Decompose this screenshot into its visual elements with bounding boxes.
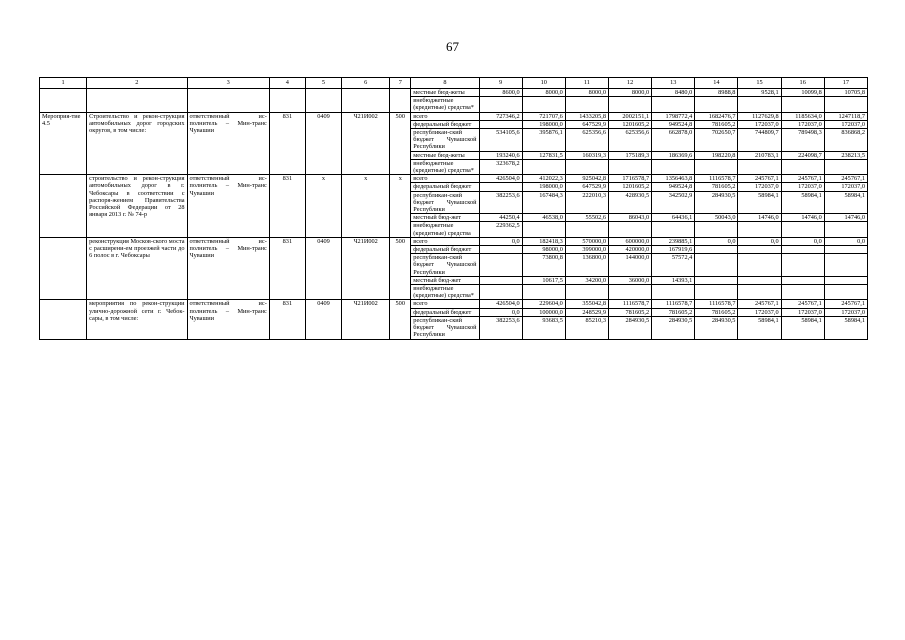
code-section: x <box>305 175 341 238</box>
amount-cell: 14746,0 <box>824 214 867 222</box>
code-target-article: x <box>342 175 390 238</box>
amount-cell: 136800,0 <box>565 254 608 277</box>
responsible-executor: ответственный ис-полнитель – Мин-транс Чувашии <box>187 112 269 175</box>
amount-cell: 172037,0 <box>824 308 867 316</box>
amount-cell <box>609 285 652 300</box>
code-grbs: 831 <box>269 175 305 238</box>
header-cell: 6 <box>342 78 390 89</box>
table-row <box>40 237 868 245</box>
amount-cell <box>609 97 652 112</box>
code-expense-type: 500 <box>390 237 411 300</box>
amount-cell <box>565 97 608 112</box>
amount-cell: 420000,0 <box>609 246 652 254</box>
amount-cell: 222010,3 <box>565 191 608 214</box>
amount-cell: 182418,3 <box>522 237 565 245</box>
amount-cell: 229362,5 <box>479 222 522 237</box>
amount-cell: 172037,0 <box>738 183 781 191</box>
amount-cell <box>565 285 608 300</box>
funding-source: внебюджетные (кредитные) средства* <box>411 97 479 112</box>
amount-cell <box>479 254 522 277</box>
amount-cell: 167484,3 <box>522 191 565 214</box>
amount-cell: 8000,0 <box>609 89 652 97</box>
amount-cell: 781605,2 <box>652 308 695 316</box>
code-target-article: Ч21И002 <box>342 237 390 300</box>
amount-cell <box>695 159 738 174</box>
amount-cell: 1185634,0 <box>781 112 824 120</box>
page-number: 67 <box>446 39 459 54</box>
funding-source: всего <box>411 237 479 245</box>
amount-cell: 245767,1 <box>824 175 867 183</box>
amount-cell <box>738 159 781 174</box>
amount-cell: 58984,1 <box>738 191 781 214</box>
amount-cell <box>824 285 867 300</box>
funding-source: республикан-ский бюджет Чувашской Республики <box>411 191 479 214</box>
amount-cell: 167919,6 <box>652 246 695 254</box>
amount-cell: 50043,0 <box>695 214 738 222</box>
amount-cell <box>479 120 522 128</box>
empty-cell <box>187 89 269 113</box>
table-row <box>40 175 868 183</box>
table-row <box>40 300 868 308</box>
amount-cell: 702650,7 <box>695 129 738 152</box>
amount-cell: 8000,0 <box>565 89 608 97</box>
amount-cell: 949524,8 <box>652 183 695 191</box>
code-section: 0409 <box>305 300 341 339</box>
amount-cell: 229604,0 <box>522 300 565 308</box>
amount-cell <box>695 97 738 112</box>
amount-cell: 1356463,8 <box>652 175 695 183</box>
amount-cell: 239885,1 <box>652 237 695 245</box>
amount-cell: 14393,1 <box>652 276 695 284</box>
amount-cell: 789498,3 <box>781 129 824 152</box>
amount-cell: 0,0 <box>479 237 522 245</box>
amount-cell <box>522 285 565 300</box>
amount-cell: 781605,2 <box>695 308 738 316</box>
amount-cell <box>824 97 867 112</box>
header-row <box>40 78 868 89</box>
code-section: 0409 <box>305 237 341 300</box>
amount-cell: 647529,9 <box>565 120 608 128</box>
amount-cell <box>738 222 781 237</box>
amount-cell: 284930,5 <box>695 191 738 214</box>
amount-cell <box>824 276 867 284</box>
amount-cell: 58984,1 <box>738 316 781 339</box>
header-cell: 4 <box>269 78 305 89</box>
code-expense-type: 500 <box>390 112 411 175</box>
amount-cell: 1682476,7 <box>695 112 738 120</box>
amount-cell: 210783,1 <box>738 151 781 159</box>
amount-cell: 73800,8 <box>522 254 565 277</box>
amount-cell: 34200,0 <box>565 276 608 284</box>
header-cell: 11 <box>565 78 608 89</box>
amount-cell <box>695 222 738 237</box>
amount-cell: 93683,5 <box>522 316 565 339</box>
amount-cell <box>781 254 824 277</box>
amount-cell: 342502,9 <box>652 191 695 214</box>
amount-cell: 8600,0 <box>479 89 522 97</box>
header-cell: 1 <box>40 78 87 89</box>
amount-cell: 172037,0 <box>824 120 867 128</box>
amount-cell: 1116578,7 <box>695 175 738 183</box>
amount-cell <box>738 97 781 112</box>
amount-cell <box>738 285 781 300</box>
amount-cell <box>781 246 824 254</box>
amount-cell <box>738 254 781 277</box>
funding-source: внебюджетные (кредитные) средства* <box>411 159 479 174</box>
amount-cell: 172037,0 <box>781 183 824 191</box>
amount-cell: 0,0 <box>738 237 781 245</box>
amount-cell <box>781 285 824 300</box>
funding-source: республикан-ский бюджет Чувашской Республики <box>411 129 479 152</box>
amount-cell: 925042,8 <box>565 175 608 183</box>
amount-cell <box>695 285 738 300</box>
amount-cell: 127831,5 <box>522 151 565 159</box>
budget-table <box>39 77 868 340</box>
amount-cell: 46538,0 <box>522 214 565 222</box>
amount-cell: 238213,5 <box>824 151 867 159</box>
amount-cell <box>652 285 695 300</box>
amount-cell: 1716578,7 <box>609 175 652 183</box>
code-target-article: Ч21И002 <box>342 112 390 175</box>
amount-cell: 662878,0 <box>652 129 695 152</box>
amount-cell <box>695 246 738 254</box>
amount-cell: 8000,0 <box>522 89 565 97</box>
funding-source: местный бюд-жет <box>411 214 479 222</box>
amount-cell: 284930,5 <box>609 316 652 339</box>
funding-source: местные бюд-жеты <box>411 89 479 97</box>
funding-source: федеральный бюджет <box>411 308 479 316</box>
amount-cell: 248529,9 <box>565 308 608 316</box>
amount-cell: 1433205,8 <box>565 112 608 120</box>
amount-cell: 1116578,7 <box>609 300 652 308</box>
amount-cell <box>695 276 738 284</box>
amount-cell: 625356,6 <box>565 129 608 152</box>
amount-cell: 10099,8 <box>781 89 824 97</box>
measure-description: реконструкция Москов-ского моста с расширени-ем проезжей части до 6 полос в г. Чебоксары <box>87 237 187 300</box>
amount-cell: 625356,6 <box>609 129 652 152</box>
amount-cell <box>609 222 652 237</box>
header-cell: 7 <box>390 78 411 89</box>
amount-cell <box>824 159 867 174</box>
amount-cell <box>479 276 522 284</box>
amount-cell: 144000,0 <box>609 254 652 277</box>
header-cell: 2 <box>87 78 187 89</box>
table-row <box>40 89 868 97</box>
amount-cell: 0,0 <box>695 237 738 245</box>
amount-cell: 98000,0 <box>522 246 565 254</box>
amount-cell: 426504,0 <box>479 300 522 308</box>
funding-source: республикан-ский бюджет Чувашской Республики <box>411 316 479 339</box>
amount-cell: 57572,4 <box>652 254 695 277</box>
amount-cell: 8480,0 <box>652 89 695 97</box>
amount-cell <box>781 276 824 284</box>
amount-cell: 198000,0 <box>522 183 565 191</box>
amount-cell: 382253,6 <box>479 191 522 214</box>
empty-cell <box>40 89 87 113</box>
code-grbs: 831 <box>269 237 305 300</box>
amount-cell: 727346,2 <box>479 112 522 120</box>
header-cell: 15 <box>738 78 781 89</box>
funding-source: внебюджетные (кредитные) средства <box>411 222 479 237</box>
amount-cell: 1116578,7 <box>695 300 738 308</box>
header-cell: 14 <box>695 78 738 89</box>
amount-cell: 426504,0 <box>479 175 522 183</box>
amount-cell: 1798772,4 <box>652 112 695 120</box>
amount-cell: 412022,3 <box>522 175 565 183</box>
amount-cell <box>824 254 867 277</box>
measure-description: мероприятия по рекон-струкции улично-дорожной сети г. Чебок-сары, в том числе: <box>87 300 187 339</box>
amount-cell: 198000,0 <box>522 120 565 128</box>
amount-cell: 36000,0 <box>609 276 652 284</box>
header-cell: 8 <box>411 78 479 89</box>
amount-cell: 570000,0 <box>565 237 608 245</box>
amount-cell: 0,0 <box>479 308 522 316</box>
measure-label <box>40 237 87 300</box>
amount-cell: 172037,0 <box>738 308 781 316</box>
amount-cell: 186369,6 <box>652 151 695 159</box>
funding-source: местный бюд-жет <box>411 276 479 284</box>
amount-cell: 172037,0 <box>781 308 824 316</box>
funding-source: внебюджетные (кредитные) средства* <box>411 285 479 300</box>
amount-cell <box>522 222 565 237</box>
amount-cell: 284930,5 <box>695 316 738 339</box>
amount-cell: 355042,8 <box>565 300 608 308</box>
amount-cell: 44250,4 <box>479 214 522 222</box>
amount-cell: 172037,0 <box>738 120 781 128</box>
amount-cell: 395876,1 <box>522 129 565 152</box>
amount-cell: 86043,0 <box>609 214 652 222</box>
amount-cell: 1247118,7 <box>824 112 867 120</box>
amount-cell <box>652 222 695 237</box>
amount-cell: 58984,1 <box>781 191 824 214</box>
amount-cell: 1201605,2 <box>609 120 652 128</box>
amount-cell: 781605,2 <box>609 308 652 316</box>
amount-cell: 245767,1 <box>738 175 781 183</box>
measure-label: Мероприя-тие 4.5 <box>40 112 87 175</box>
amount-cell: 245767,1 <box>781 175 824 183</box>
code-grbs: 831 <box>269 300 305 339</box>
table-row <box>40 112 868 120</box>
amount-cell: 781605,2 <box>695 120 738 128</box>
code-expense-type: x <box>390 175 411 238</box>
amount-cell <box>781 97 824 112</box>
funding-source: федеральный бюджет <box>411 120 479 128</box>
amount-cell: 64436,1 <box>652 214 695 222</box>
amount-cell: 0,0 <box>824 237 867 245</box>
amount-cell <box>479 285 522 300</box>
amount-cell: 382253,6 <box>479 316 522 339</box>
amount-cell: 100000,0 <box>522 308 565 316</box>
amount-cell: 58984,1 <box>824 191 867 214</box>
amount-cell <box>522 97 565 112</box>
responsible-executor: ответственный ис-полнитель – Мин-транс Чувашии <box>187 237 269 300</box>
amount-cell: 58984,1 <box>781 316 824 339</box>
amount-cell: 836868,2 <box>824 129 867 152</box>
measure-description: строительство и рекон-струкция автомобильных дорог в г. Чебоксары в соответствии с распоря-жением Правительства Российской Федерации от 28 января 2013 г. № 74-р <box>87 175 187 238</box>
header-cell: 3 <box>187 78 269 89</box>
code-grbs: 831 <box>269 112 305 175</box>
funding-source: федеральный бюджет <box>411 246 479 254</box>
amount-cell: 1127629,8 <box>738 112 781 120</box>
amount-cell: 198220,8 <box>695 151 738 159</box>
header-cell: 9 <box>479 78 522 89</box>
amount-cell: 2002151,1 <box>609 112 652 120</box>
amount-cell: 10705,8 <box>824 89 867 97</box>
amount-cell: 85210,3 <box>565 316 608 339</box>
amount-cell <box>824 246 867 254</box>
amount-cell: 58984,1 <box>824 316 867 339</box>
amount-cell <box>479 97 522 112</box>
funding-source: всего <box>411 112 479 120</box>
funding-source: республикан-ский бюджет Чувашской Республики <box>411 254 479 277</box>
amount-cell: 14746,0 <box>738 214 781 222</box>
empty-cell <box>342 89 390 113</box>
responsible-executor: ответственный ис-полнитель – Мин-транс Чувашии <box>187 300 269 339</box>
amount-cell <box>652 97 695 112</box>
amount-cell <box>522 159 565 174</box>
amount-cell: 284930,5 <box>652 316 695 339</box>
amount-cell <box>824 222 867 237</box>
amount-cell: 172037,0 <box>824 183 867 191</box>
measure-label <box>40 300 87 339</box>
amount-cell <box>652 159 695 174</box>
amount-cell <box>609 159 652 174</box>
header-cell: 12 <box>609 78 652 89</box>
funding-source: местные бюд-жеты <box>411 151 479 159</box>
amount-cell <box>565 222 608 237</box>
measure-description: Строительство и рекон-струкция автомобильных дорог городских округов, в том числе: <box>87 112 187 175</box>
responsible-executor: ответственный ис-полнитель – Мин-транс Чувашии <box>187 175 269 238</box>
amount-cell: 245767,1 <box>781 300 824 308</box>
amount-cell: 245767,1 <box>824 300 867 308</box>
header-cell: 10 <box>522 78 565 89</box>
amount-cell: 323678,2 <box>479 159 522 174</box>
amount-cell <box>479 183 522 191</box>
header-cell: 16 <box>781 78 824 89</box>
amount-cell: 8988,8 <box>695 89 738 97</box>
funding-source: всего <box>411 175 479 183</box>
amount-cell: 193240,6 <box>479 151 522 159</box>
amount-cell <box>738 246 781 254</box>
amount-cell: 781605,2 <box>695 183 738 191</box>
amount-cell: 744809,7 <box>738 129 781 152</box>
amount-cell: 10617,5 <box>522 276 565 284</box>
amount-cell: 175189,3 <box>609 151 652 159</box>
amount-cell: 55502,6 <box>565 214 608 222</box>
measure-label <box>40 175 87 238</box>
code-target-article: Ч21И002 <box>342 300 390 339</box>
amount-cell: 428930,5 <box>609 191 652 214</box>
amount-cell: 245767,1 <box>738 300 781 308</box>
amount-cell: 647529,9 <box>565 183 608 191</box>
code-expense-type: 500 <box>390 300 411 339</box>
header-cell: 17 <box>824 78 867 89</box>
amount-cell: 1116578,7 <box>652 300 695 308</box>
funding-source: федеральный бюджет <box>411 183 479 191</box>
amount-cell: 600000,0 <box>609 237 652 245</box>
empty-cell <box>305 89 341 113</box>
amount-cell: 534105,6 <box>479 129 522 152</box>
amount-cell: 949524,8 <box>652 120 695 128</box>
header-cell: 13 <box>652 78 695 89</box>
amount-cell: 9528,1 <box>738 89 781 97</box>
funding-source: всего <box>411 300 479 308</box>
amount-cell <box>695 254 738 277</box>
amount-cell: 224098,7 <box>781 151 824 159</box>
amount-cell <box>781 159 824 174</box>
amount-cell <box>565 159 608 174</box>
amount-cell: 0,0 <box>781 237 824 245</box>
amount-cell: 1201605,2 <box>609 183 652 191</box>
empty-cell <box>390 89 411 113</box>
amount-cell <box>479 246 522 254</box>
code-section: 0409 <box>305 112 341 175</box>
amount-cell: 14746,0 <box>781 214 824 222</box>
amount-cell: 172037,0 <box>781 120 824 128</box>
amount-cell <box>781 222 824 237</box>
amount-cell: 721707,6 <box>522 112 565 120</box>
amount-cell: 160319,3 <box>565 151 608 159</box>
amount-cell <box>738 276 781 284</box>
header-cell: 5 <box>305 78 341 89</box>
empty-cell <box>87 89 187 113</box>
amount-cell: 399000,0 <box>565 246 608 254</box>
empty-cell <box>269 89 305 113</box>
